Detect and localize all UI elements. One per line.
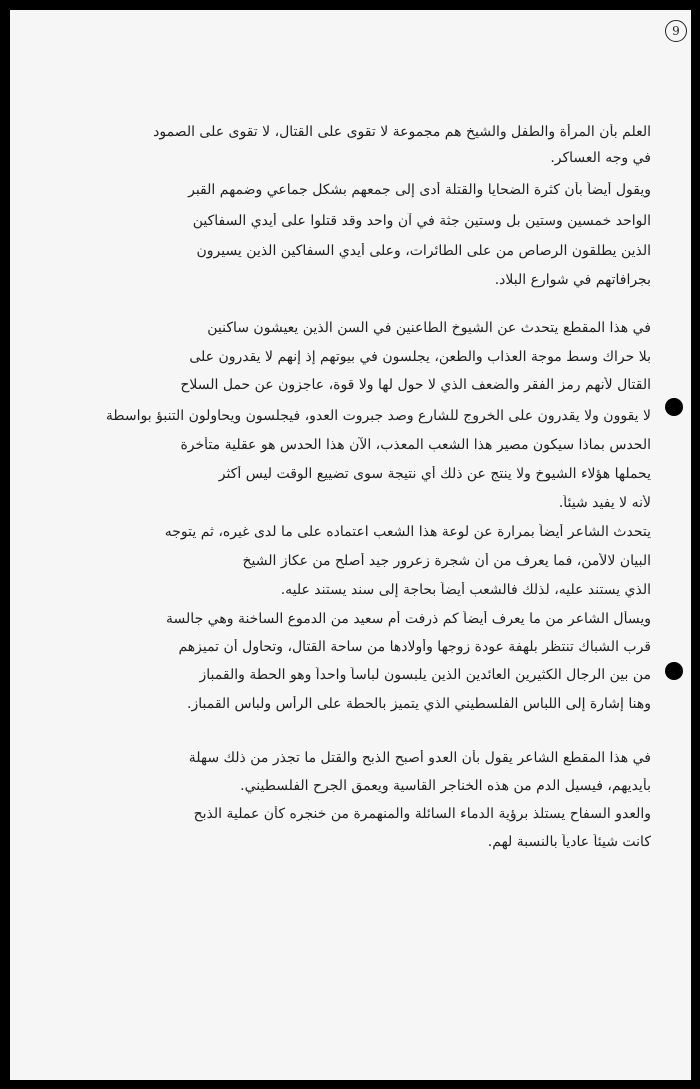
text-line: البيان لالأمن، فما يعرف من أن شجرة زعرور جيد أصلح من عكاز الشيخ	[242, 553, 651, 569]
text-line: لا يقوون ولا يقدرون على الخروج للشارع وصد جبروت العدو، فيجلسون ويحاولون التنبؤ بواسطة	[105, 408, 651, 424]
text-line: الحدس بماذا سيكون مصير هذا الشعب المعذب، الآن هذا الحدس هو عقلية متأخرة	[180, 437, 651, 453]
document-page	[10, 10, 691, 1080]
text-line: ويسأل الشاعر من ما يعرف أيضاً كم ذرفت أم سعيد من الدموع الساخنة وهي جالسة	[166, 611, 651, 627]
text-line: في هذا المقطع الشاعر يقول بأن العدو أصبح الذبح والقتل ما تجذر من ذلك سهلة	[188, 750, 651, 766]
text-line: الذي يستند عليه، لذلك فالشعب أيضاً بحاجة إلى سند يستند عليه.	[280, 582, 651, 598]
text-line: يحملها هؤلاء الشيوخ ولا ينتج عن ذلك أي نتيجة سوى تضييع الوقت ليس أكثر	[218, 466, 651, 482]
text-line: الواحد خمسين وستين بل وستين جثة في آن واحد وقد قتلوا على أيدي السفاكين	[192, 213, 651, 229]
text-line: ويقول أيضاً بأن كثرة الضحايا والقتلة أدى إلى جمعهم بشكل جماعي وضمهم القبر	[188, 182, 651, 198]
punch-hole	[665, 662, 683, 680]
text-line: القتال لأنهم رمز الفقر والضعف الذي لا حول لها ولا قوة، عاجزون عن حمل السلاح	[180, 377, 651, 393]
text-line: لأنه لا يفيد شيئاً.	[558, 495, 651, 511]
text-line: العلم بأن المرأة والطفل والشيخ هم مجموعة لا تقوى على القتال، لا تقوى على الصمود	[153, 124, 651, 140]
text-line: في وجه العساكر.	[550, 150, 651, 166]
text-line: بلا حراك وسط موجة العذاب والطعن، يجلسون في بيوتهم إذ إنهم لا يقدرون على	[189, 349, 651, 365]
text-line: من بين الرجال الكثيرين العائدين الذين يلبسون لباساً واحداً وهو الحطة والقمباز	[199, 667, 651, 683]
handwritten-text	[48, 10, 651, 1080]
text-line: والعدو السفاح يستلذ برؤية الدماء السائلة والمنهمرة من خنجره كأن عملية الذبح	[193, 806, 651, 822]
page-number: 9	[665, 20, 687, 42]
text-line: كانت شيئاً عادياً بالنسبة لهم.	[487, 834, 651, 850]
text-line: في هذا المقطع يتحدث عن الشيوخ الطاعنين في السن الذين يعيشون ساكنين	[207, 320, 651, 336]
text-line: بجرافاتهم في شوارع البلاد.	[494, 272, 651, 288]
text-line: وهنا إشارة إلى اللباس الفلسطيني الذي يتميز بالحطة على الرأس ولباس القمباز.	[187, 696, 651, 712]
text-line: يتحدث الشاعر أيضاً بمرارة عن لوعة هذا الشعب اعتماده على ما لدى غيره، ثم يتوجه	[164, 524, 651, 540]
text-line: بأيديهم، فيسيل الدم من هذه الخناجر القاسية ويعمق الجرح الفلسطيني.	[240, 778, 651, 794]
punch-hole	[665, 398, 683, 416]
text-line: الذين يطلقون الرصاص من على الطائرات، وعلى أيدي السفاكين الذين يسيرون	[196, 243, 651, 259]
text-line: قرب الشباك تنتظر بلهفة عودة زوجها وأولادها من ساحة القتال، وتحاول أن تميزهم	[178, 639, 651, 655]
